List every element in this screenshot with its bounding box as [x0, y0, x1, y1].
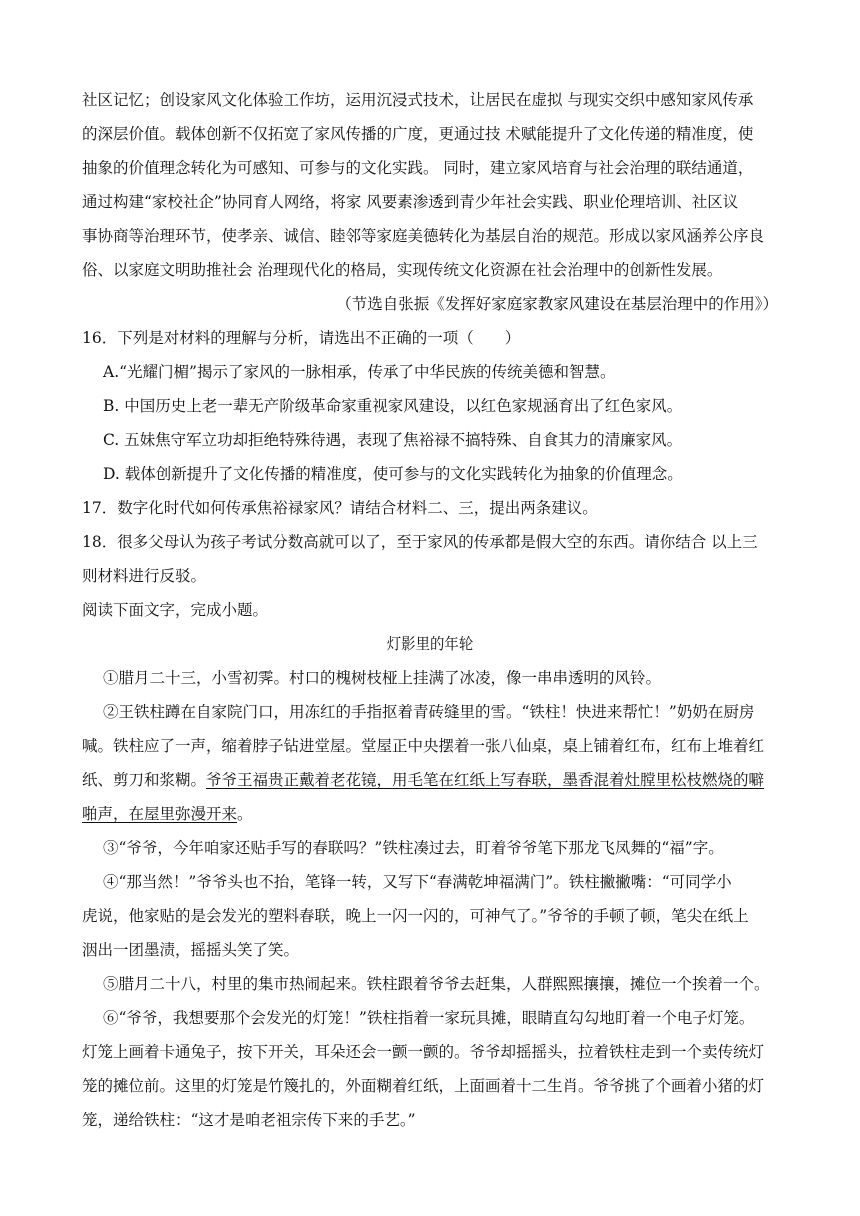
story-paragraph-2-line-1: ②王铁柱蹲在自家院门口，用冻红的手指抠着青砖缝里的雪。“铁柱！快进来帮忙！”奶奶在厨房 — [103, 703, 755, 721]
question-18-line-1: 18．很多父母认为孩子考试分数高就可以了，至于家风的传承都是假大空的东西。请你结合 以上三 — [82, 533, 758, 551]
story-paragraph-2-line-2: 喊。铁柱应了一声，缩着脖子钻进堂屋。堂屋正中央摆着一张八仙桌，桌上铺着红布，红布上堆着红 — [82, 737, 765, 755]
story-paragraph-6-line-1: ⑥“爷爷，我想要那个会发光的灯笼！”铁柱指着一家玩具摊，眼睛直勾勾地盯着一个电子灯笼。 — [103, 1009, 755, 1027]
question-16-option-a: A.“光耀门楣”揭示了家风的一脉相承，传承了中华民族的传统美德和智慧。 — [103, 363, 616, 381]
material-line-3: 抽象的价值理念转化为可感知、可参与的文化实践。 同时，建立家风培育与社会治理的联结通道， — [82, 159, 754, 177]
story-paragraph-5: ⑤腊月二十八，村里的集市热闹起来。铁柱跟着爷爷去赶集，人群熙熙攘攘，摊位一个挨着一个。 — [103, 975, 770, 993]
material-line-2: 的深层价值。载体创新不仅拓宽了家风传播的广度，更通过技 术赋能提升了文化传递的精准度，使 — [82, 125, 754, 143]
question-16-option-d: D. 载体创新提升了文化传播的精准度，使可参与的文化实践转化为抽象的价值理念。 — [103, 465, 683, 483]
story-paragraph-6-line-2: 灯笼上画着卡通兔子，按下开关，耳朵还会一颤一颤的。爷爷却摇摇头，拉着铁柱走到一个卖传统灯 — [82, 1043, 765, 1061]
story-paragraph-6-line-4: 笼，递给铁柱：“这才是咱老祖宗传下来的手艺。” — [82, 1111, 416, 1129]
material-line-4: 通过构建“家校社企”协同育人网络，将家 风要素渗透到青少年社会实践、职业伦理培训、社区议 — [82, 193, 739, 211]
question-16-option-c: C. 五妹焦守军立功却拒绝特殊待遇，表现了焦裕禄不搞特殊、自食其力的清廉家风。 — [103, 431, 683, 449]
question-17: 17．数字化时代如何传承焦裕禄家风？请结合材料二、三，提出两条建议。 — [82, 499, 598, 517]
material-line-5: 事协商等治理环节，使孝亲、诚信、睦邻等家庭美德转化为基层自治的规范。形成以家风涵养公序良 — [82, 227, 765, 245]
material-line-1: 社区记忆；创设家风文化体验工作坊，运用沉浸式技术，让居民在虚拟 与现实交织中感知家风传承 — [82, 91, 754, 109]
story-paragraph-3: ③“爷爷，今年咱家还贴手写的春联吗？”铁柱凑过去，盯着爷爷笔下那龙飞凤舞的“福”字。 — [103, 839, 724, 857]
story-paragraph-6-line-3: 笼的摊位前。这里的灯笼是竹篾扎的，外面糊着红纸，上面画着十二生肖。爷爷挑了个画着小猪的灯 — [82, 1077, 765, 1095]
story-paragraph-2-plain-text: 纸、剪刀和浆糊。 — [82, 771, 207, 789]
story-paragraph-4-line-2: 虎说，他家贴的是会发光的塑料春联，晚上一闪一闪的，可神气了。”爷爷的手顿了顿，笔尖在纸上 — [82, 907, 749, 925]
story-paragraph-4-line-1: ④“那当然！”爷爷头也不抬，笔锋一转，又写下“春满乾坤福满门”。铁柱撇撇嘴：“可同学小 — [103, 873, 732, 891]
question-18-line-2: 则材料进行反驳。 — [82, 567, 207, 585]
story-paragraph-2-line-4 — [82, 804, 253, 824]
story-underlined-sentence-part-1: 爷爷王福贵正戴着老花镜，用毛笔在红纸上写春联，墨香混着灶膛里松枝燃烧的噼 — [206, 771, 765, 789]
story-underlined-sentence-part-2: 啪声，在屋里弥漫开来 — [82, 805, 238, 823]
story-paragraph-4-line-3: 洇出一团墨渍，摇摇头笑了笑。 — [82, 941, 300, 959]
story-paragraph-1: ①腊月二十三，小雪初霁。村口的槐树枝桠上挂满了冰凌，像一串串透明的风铃。 — [103, 669, 662, 687]
story-title: 灯影里的年轮 — [386, 635, 474, 653]
story-paragraph-2-line-3 — [82, 770, 764, 790]
story-paragraph-2-end-punctuation: 。 — [237, 805, 253, 823]
source-note: （节选自张振《发挥好家庭家教家风建设在基层治理中的作用》） — [336, 295, 778, 313]
reading-instruction: 阅读下面文字，完成小题。 — [82, 601, 269, 619]
material-line-6: 俗、以家庭文明助推社会 治理现代化的格局，实现传统文化资源在社会治理中的创新性发展。 — [82, 261, 723, 279]
question-16-stem: 16．下列是对材料的理解与分析，请选出不正确的一项（ ） — [82, 329, 521, 347]
question-16-option-b: B. 中国历史上老一辈无产阶级革命家重视家风建设，以红色家规涵育出了红色家风。 — [103, 397, 683, 415]
